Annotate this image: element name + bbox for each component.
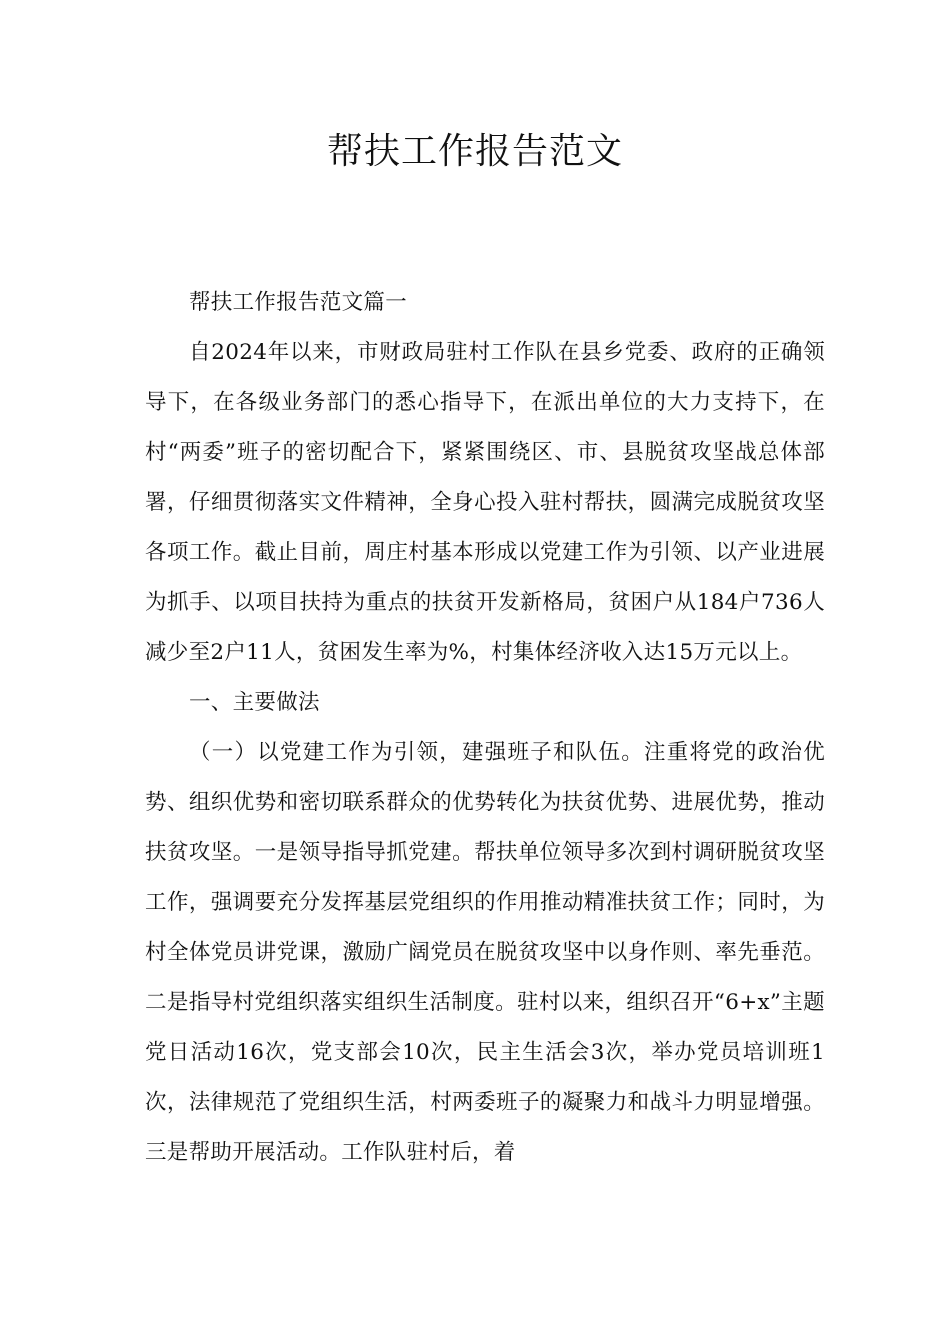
body-paragraph: 自2024年以来，市财政局驻村工作队在县乡党委、政府的正确领导下，在各级业务部门的悉心指导下，在派出单位的大力支持下，在村“两委”班子的密切配合下，紧紧围绕区、市、县脱贫攻坚战总体部署，仔细贯彻落实文件精神，全身心投入驻村帮扶，圆满完成脱贫攻坚各项工作。截止目前，周庄村基本形成以党建工作为引领、以产业进展为抓手、以项目扶持为重点的扶贫开发新格局，贫困户从184户736人减少至2户11人，贫困发生率为%，村集体经济收入达15万元以上。	[145, 340, 825, 665]
document-body	[145, 278, 825, 1178]
body-paragraph: （一）以党建工作为引领，建强班子和队伍。注重将党的政治优势、组织优势和密切联系群众的优势转化为扶贫优势、进展优势，推动扶贫攻坚。一是领导指导抓党建。帮扶单位领导多次到村调研脱贫攻坚工作，强调要充分发挥基层党组织的作用推动精准扶贫工作；同时，为村全体党员讲党课，激励广阔党员在脱贫攻坚中以身作则、率先垂范。二是指导村党组织落实组织生活制度。驻村以来，组织召开“6+x”主题党日活动16次，党支部会10次，民主生活会3次，举办党员培训班1次，法律规范了党组织生活，村两委班子的凝聚力和战斗力明显增强。三是帮助开展活动。工作队驻村后，着	[145, 740, 825, 1165]
document-title: 帮扶工作报告范文	[326, 131, 623, 172]
section-heading: 一、主要做法	[189, 690, 320, 715]
section-heading: 帮扶工作报告范文篇一	[189, 290, 408, 315]
